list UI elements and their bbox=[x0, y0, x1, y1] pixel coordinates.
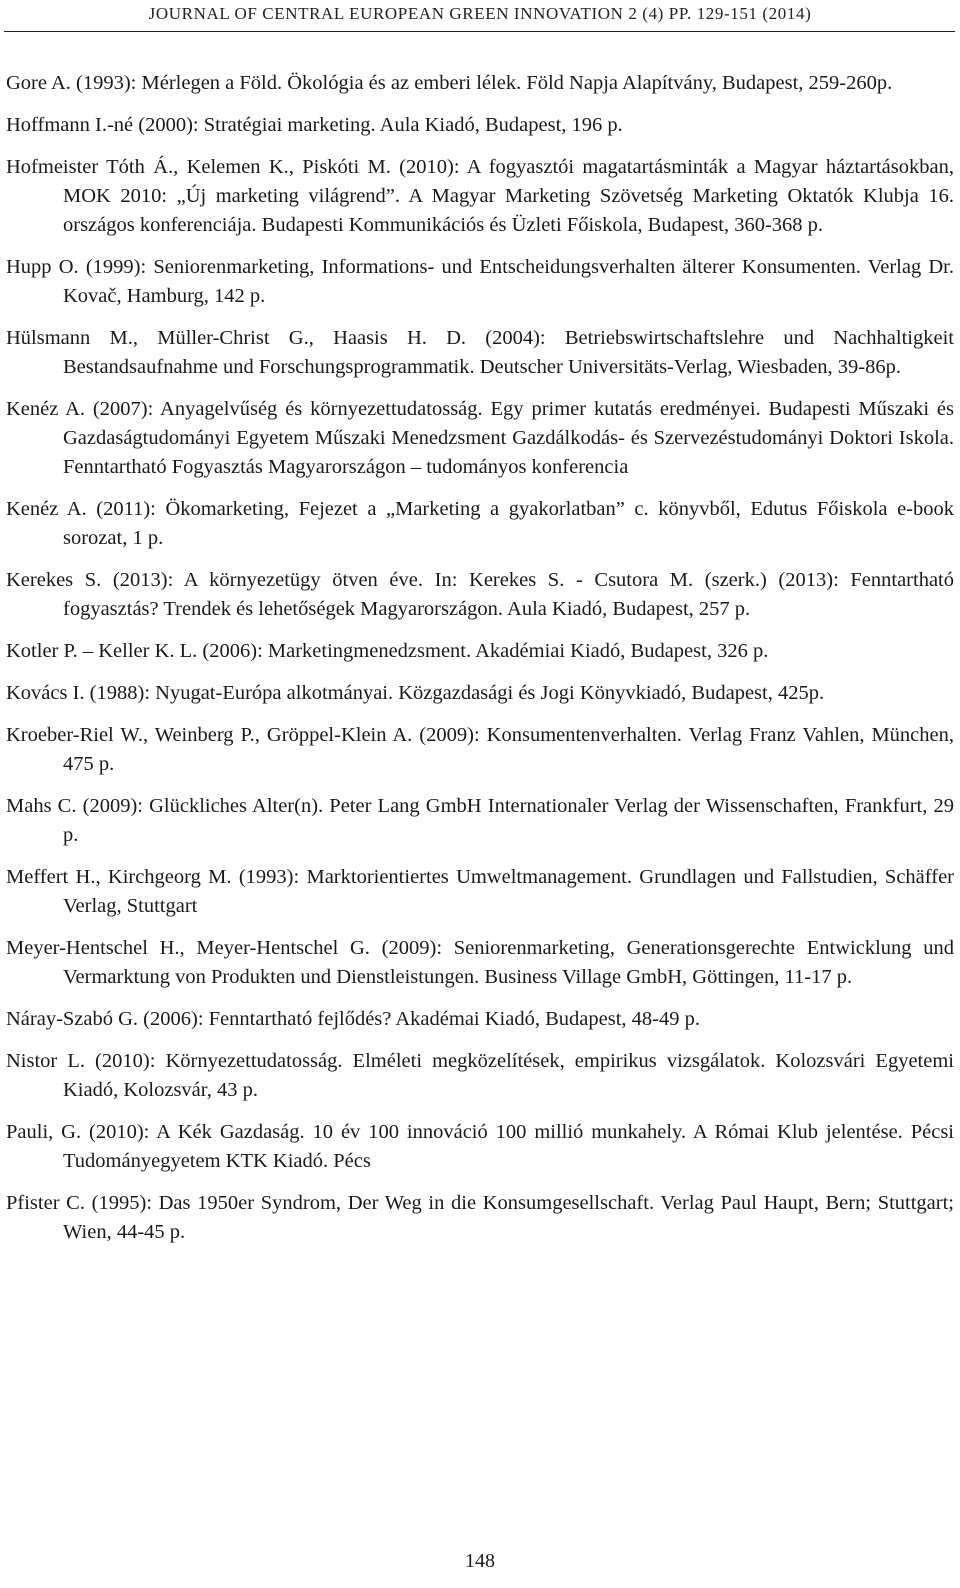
reference-item: Kenéz A. (2007): Anyagelvűség és környezettudatosság. Egy primer kutatás eredményei. Budapesti Műszaki és Gazdaságtudományi Egyetem Műszaki Menedzsment Gazdálkodás- és Szervezéstudományi Doktori Iskola. Fenntartható Fogyasztás Magyarországon – tudományos konferencia bbox=[6, 398, 954, 478]
reference-item: Pauli, G. (2010): A Kék Gazdaság. 10 év 100 innováció 100 millió munkahely. A Római Klub jelentése. Pécsi Tudományegyetem KTK Kiadó. Pécs bbox=[6, 1121, 954, 1172]
reference-item: Meyer-Hentschel H., Meyer-Hentschel G. (2009): Seniorenmarketing, Generationsgerechte Entwicklung und Vermarktung von Produkten und Dienstleistungen. Business Village GmbH, Göttingen, 11-17 p. bbox=[6, 937, 954, 988]
reference-item: Meffert H., Kirchgeorg M. (1993): Marktorientiertes Umweltmanagement. Grundlagen und Fallstudien, Schäffer Verlag, Stuttgart bbox=[6, 866, 954, 917]
reference-item: Hülsmann M., Müller-Christ G., Haasis H. D. (2004): Betriebswirtschaftslehre und Nachhaltigkeit Bestandsaufnahme und Forschungsprogrammatik. Deutscher Universitäts-Verlag, Wiesbaden, 39-86p. bbox=[6, 327, 954, 378]
reference-item: Hupp O. (1999): Seniorenmarketing, Informations- und Entscheidungsverhalten älterer Konsumenten. Verlag Dr. Kovač, Hamburg, 142 p. bbox=[6, 256, 954, 307]
reference-item: Kerekes S. (2013): A környezetügy ötven éve. In: Kerekes S. - Csutora M. (szerk.) (2013): Fenntartható fogyasztás? Trendek és lehetőségek Magyarországon. Aula Kiadó, Budapest, 257 p. bbox=[6, 569, 954, 620]
reference-item: Gore A. (1993): Mérlegen a Föld. Ökológia és az emberi lélek. Föld Napja Alapítvány, Budapest, 259-260p. bbox=[6, 72, 893, 94]
reference-item: Nistor L. (2010): Környezettudatosság. Elméleti megközelítések, empirikus vizsgálatok. Kolozsvári Egyetemi Kiadó, Kolozsvár, 43 p. bbox=[6, 1050, 954, 1101]
reference-item: Kotler P. – Keller K. L. (2006): Marketingmenedzsment. Akadémiai Kiadó, Budapest, 326 p. bbox=[6, 640, 769, 662]
reference-item: Hofmeister Tóth Á., Kelemen K., Piskóti M. (2010): A fogyasztói magatartásminták a Magyar háztartásokban, MOK 2010: „Új marketing világrend”. A Magyar Marketing Szövetség Marketing Oktatók Klubja 16. országos konferenciája. Budapesti Kommunikációs és Üzleti Főiskola, Budapest, 360-368 p. bbox=[6, 156, 954, 236]
reference-item: Kenéz A. (2011): Ökomarketing, Fejezet a „Marketing a gyakorlatban” c. könyvből, Edutus Főiskola e-book sorozat, 1 p. bbox=[6, 498, 954, 549]
reference-item: Náray-Szabó G. (2006): Fenntartható fejlődés? Akadémai Kiadó, Budapest, 48-49 p. bbox=[6, 1008, 700, 1030]
reference-item: Mahs C. (2009): Glückliches Alter(n). Peter Lang GmbH Internationaler Verlag der Wissenschaften, Frankfurt, 29 p. bbox=[6, 795, 954, 846]
reference-list bbox=[6, 69, 954, 1260]
journal-running-header: JOURNAL OF CENTRAL EUROPEAN GREEN INNOVATION 2 (4) PP. 129-151 (2014) bbox=[148, 4, 812, 23]
reference-item: Pfister C. (1995): Das 1950er Syndrom, Der Weg in die Konsumgesellschaft. Verlag Paul Haupt, Bern; Stuttgart; Wien, 44-45 p. bbox=[6, 1192, 954, 1243]
reference-item: Kroeber-Riel W., Weinberg P., Gröppel-Klein A. (2009): Konsumentenverhalten. Verlag Franz Vahlen, München, 475 p. bbox=[6, 724, 954, 775]
page-number: 148 bbox=[465, 1550, 495, 1572]
reference-item: Kovács I. (1988): Nyugat-Európa alkotmányai. Közgazdasági és Jogi Könyvkiadó, Budapest, 425p. bbox=[6, 682, 825, 704]
reference-item: Hoffmann I.-né (2000): Stratégiai marketing. Aula Kiadó, Budapest, 196 p. bbox=[6, 114, 623, 136]
header-rule bbox=[4, 31, 955, 32]
